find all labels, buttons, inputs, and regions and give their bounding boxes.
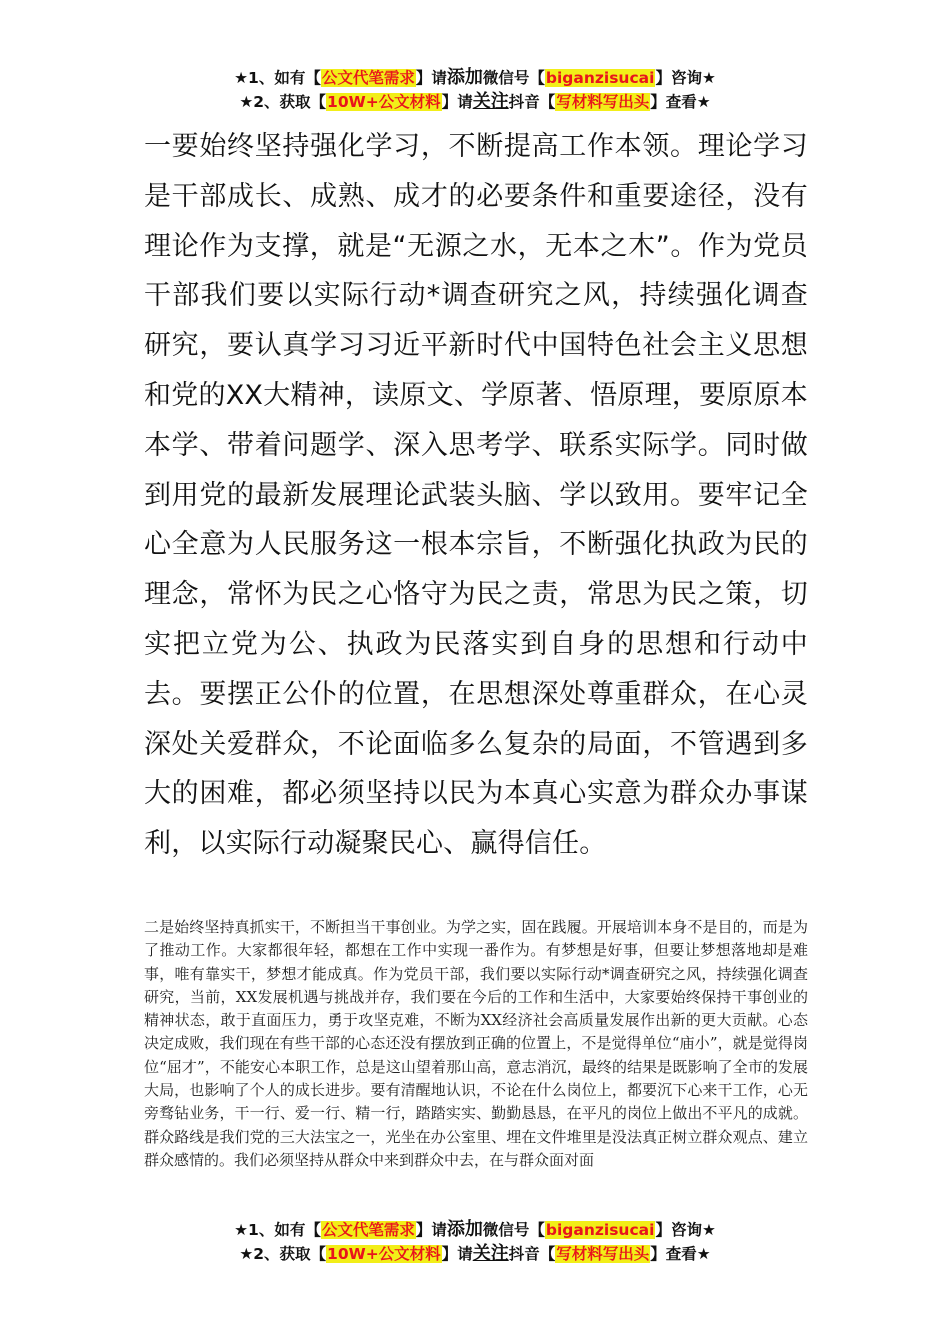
body-paragraph-1: 一要始终坚持强化学习，不断提高工作本领。理论学习是干部成长、成熟、成才的必要条件和重要途径，没有理论作为支撑，就是“无源之水，无本之木”。作为党员干部我们要以实际行动*调查研究之风，持续强化调查研究，要认真学习习近平新时代中国特色社会主义思想和党的XX大精神，读原文、学原著、悟原理，要原原本本学、带着问题学、深入思考学、联系实际学。同时做到用党的最新发展理论武装头脑、学以致用。要牢记全心全意为人民服务这一根本宗旨，不断强化执政为民的理念，常怀为民之心恪守为民之责，常思为民之策，切实把立党为公、执政为民落实到自身的思想和行动中去。要摆正公仆的位置，在思想深处尊重群众，在心灵深处关爱群众，不论面临多么复杂的局面，不管遇到多大的困难，都必须坚持以民为本真心实意为群众办事谋利，以实际行动凝聚民心、赢得信任。 [144,131,808,860]
promo-emphasis: 关注 [472,1243,509,1264]
promo-banner-top [0,66,950,114]
promo-text: 】请 [441,93,473,111]
promo-text: ★1、如有【 [234,69,321,87]
promo-wechat-id: biganzisucai [545,1221,655,1239]
promo-emphasis: 添加 [446,67,483,88]
promo-text: 微信号【 [482,69,545,87]
promo-emphasis: 关注 [472,91,509,112]
promo-text: 】咨询★ [655,69,716,87]
promo-line-2 [0,90,950,114]
promo-text: 】请 [441,1245,473,1263]
promo-line-1 [0,66,950,90]
promo-banner-bottom [0,1218,950,1266]
promo-text: 微信号【 [482,1221,545,1239]
promo-text: ★1、如有【 [234,1221,321,1239]
promo-text: 】查看★ [650,1245,711,1263]
promo-text: 】查看★ [650,93,711,111]
promo-text: 】咨询★ [655,1221,716,1239]
promo-line-2 [0,1242,950,1266]
promo-line-1 [0,1218,950,1242]
promo-text: 抖音【 [508,1245,556,1263]
promo-wechat-id: biganzisucai [545,69,655,87]
promo-text: ★2、获取【 [239,1245,327,1263]
promo-text: 】请 [415,69,447,87]
promo-douyin-id: 写材料写出头 [556,93,650,111]
promo-highlight: 公文代笔需求 [321,69,415,87]
promo-highlight: 公文代笔需求 [321,1221,415,1239]
promo-text: 抖音【 [508,93,556,111]
promo-emphasis: 添加 [446,1219,483,1240]
promo-highlight: 10W+公文材料 [327,1245,441,1263]
promo-douyin-id: 写材料写出头 [556,1245,650,1263]
promo-text: ★2、获取【 [239,93,327,111]
promo-text: 】请 [415,1221,447,1239]
promo-highlight: 10W+公文材料 [327,93,441,111]
body-paragraph-2: 二是始终坚持真抓实干，不断担当干事创业。为学之实，固在践履。开展培训本身不是目的，而是为了推动工作。大家都很年轻，都想在工作中实现一番作为。有梦想是好事，但要让梦想落地却是难事，唯有靠实干，梦想才能成真。作为党员干部，我们要以实际行动*调查研究之风，持续强化调查研究，当前，XX发展机遇与挑战并存，我们要在今后的工作和生活中，大家要始终保持干事创业的精神状态，敢于直面压力，勇于攻坚克难，不断为XX经济社会高质量发展作出新的更大贡献。心态决定成败，我们现在有些干部的心态还没有摆放到正确的位置上，不是觉得单位“庙小”，就是觉得岗位“屈才”，不能安心本职工作，总是这山望着那山高，意志消沉，最终的结果是既影响了全市的发展大局，也影响了个人的成长进步。要有清醒地认识，不论在什么岗位上，都要沉下心来干工作，心无旁骛钻业务，干一行、爱一行、精一行，踏踏实实、勤勤恳恳，在平凡的岗位上做出不平凡的成就。群众路线是我们党的三大法宝之一，光坐在办公室里、埋在文件堆里是没法真正树立群众观点、建立群众感情的。我们必须坚持从群众中来到群众中去，在与群众面对面 [144,918,808,1169]
